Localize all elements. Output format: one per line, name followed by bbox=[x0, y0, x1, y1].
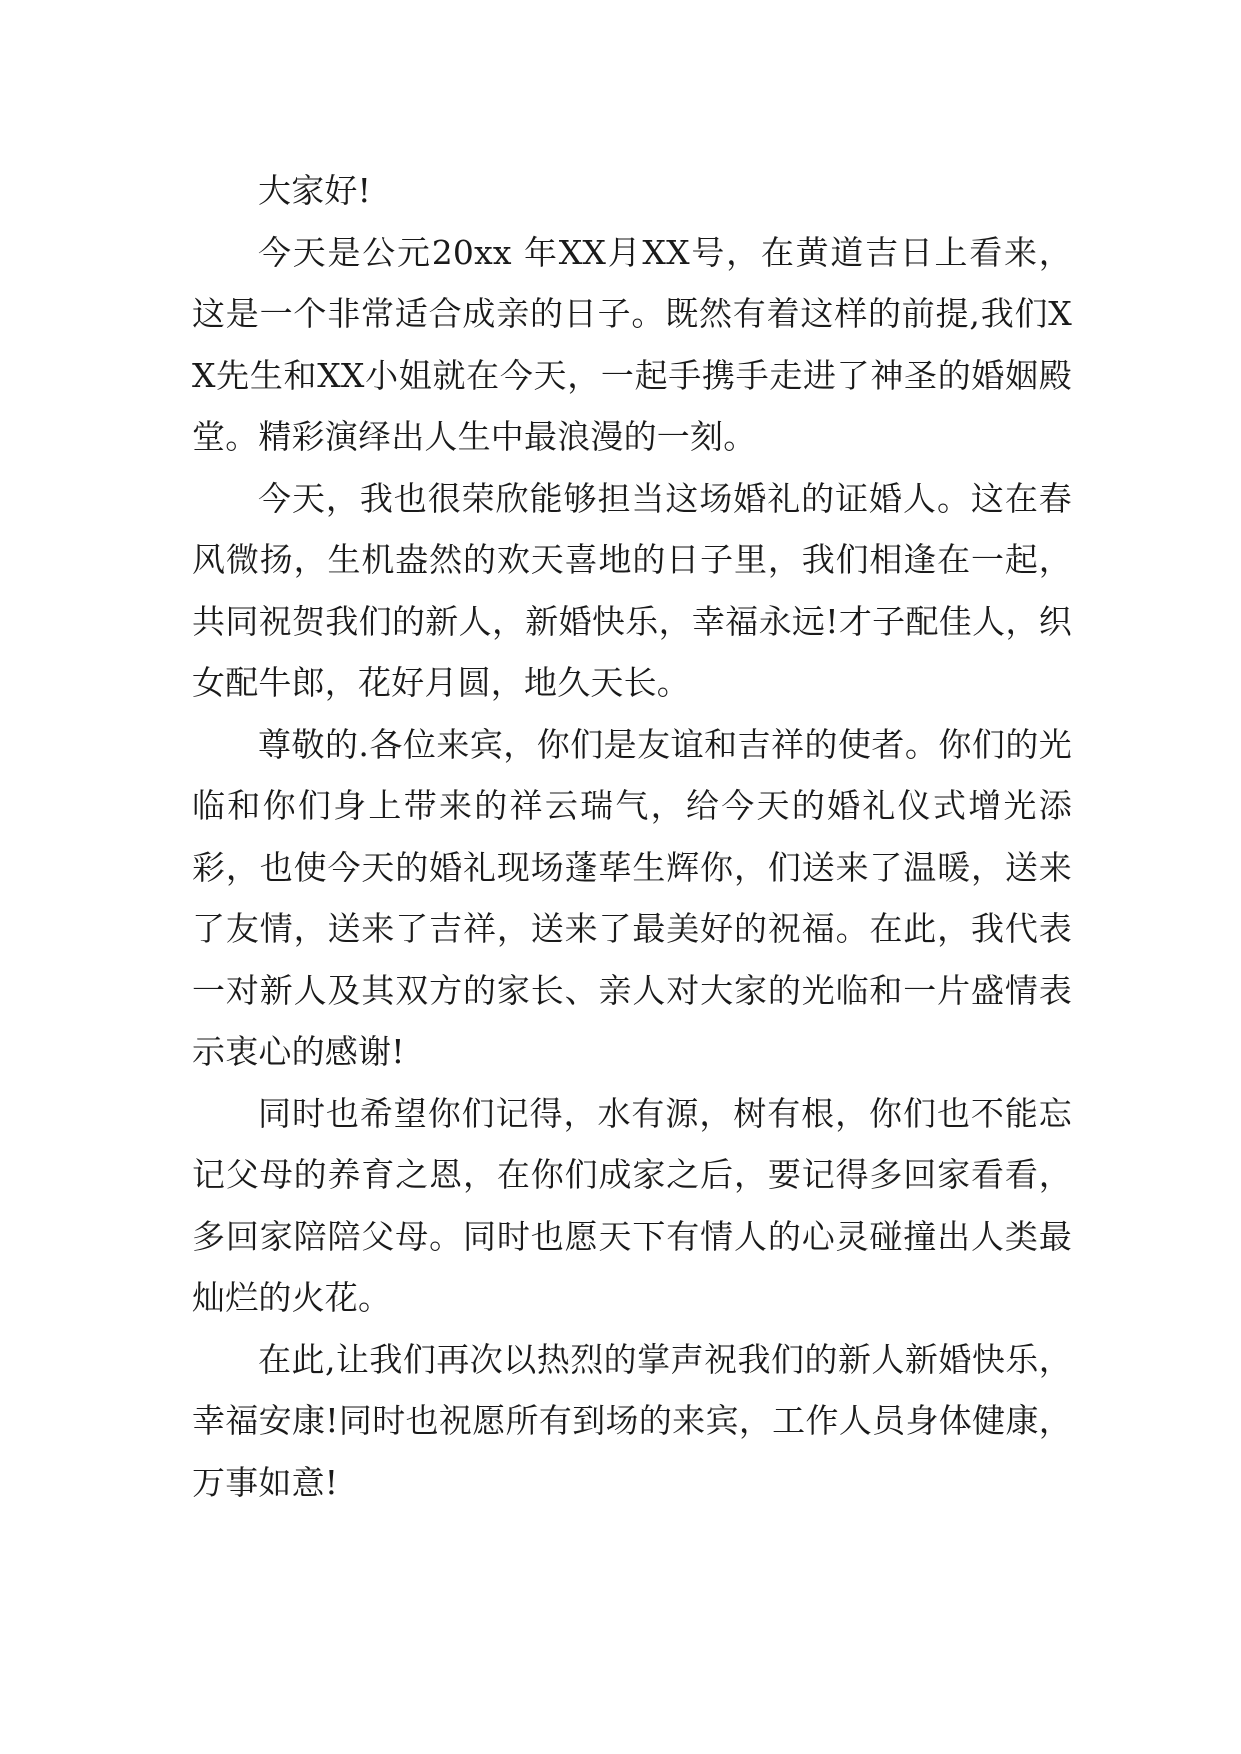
paragraph-greeting: 大家好! bbox=[258, 171, 372, 210]
paragraph-date-intro: 今天是公元20xx 年XX月XX号，在黄道吉日上看来，这是一个非常适合成亲的日子。既然有着这样的前提,我们XX先生和XX小姐就在今天，一起手携手走进了神圣的婚姻殿堂。精彩演绎出人生中最浪漫的一刻。 bbox=[192, 232, 1072, 456]
paragraph-witness: 今天，我也很荣欣能够担当这场婚礼的证婚人。这在春风微扬，生机盎然的欢天喜地的日子里，我们相逢在一起，共同祝贺我们的新人，新婚快乐，幸福永远!才子配佳人，织女配牛郎，花好月圆，地久天长。 bbox=[192, 478, 1072, 702]
paragraph-parents: 同时也希望你们记得，水有源，树有根，你们也不能忘记父母的养育之恩，在你们成家之后，要记得多回家看看，多回家陪陪父母。同时也愿天下有情人的心灵碰撞出人类最灿烂的火花。 bbox=[192, 1093, 1072, 1317]
paragraph-guests-thanks: 尊敬的.各位来宾，你们是友谊和吉祥的使者。你们的光临和你们身上带来的祥云瑞气，给今天的婚礼仪式增光添彩，也使今天的婚礼现场蓬荜生辉你，们送来了温暖，送来了友情，送来了吉祥，送来了最美好的祝福。在此，我代表一对新人及其双方的家长、亲人对大家的光临和一片盛情表示衷心的感谢! bbox=[192, 724, 1072, 1071]
document-body bbox=[192, 160, 1072, 1513]
paragraph-closing: 在此,让我们再次以热烈的掌声祝我们的新人新婚快乐，幸福安康!同时也祝愿所有到场的来宾，工作人员身体健康，万事如意! bbox=[192, 1339, 1072, 1502]
